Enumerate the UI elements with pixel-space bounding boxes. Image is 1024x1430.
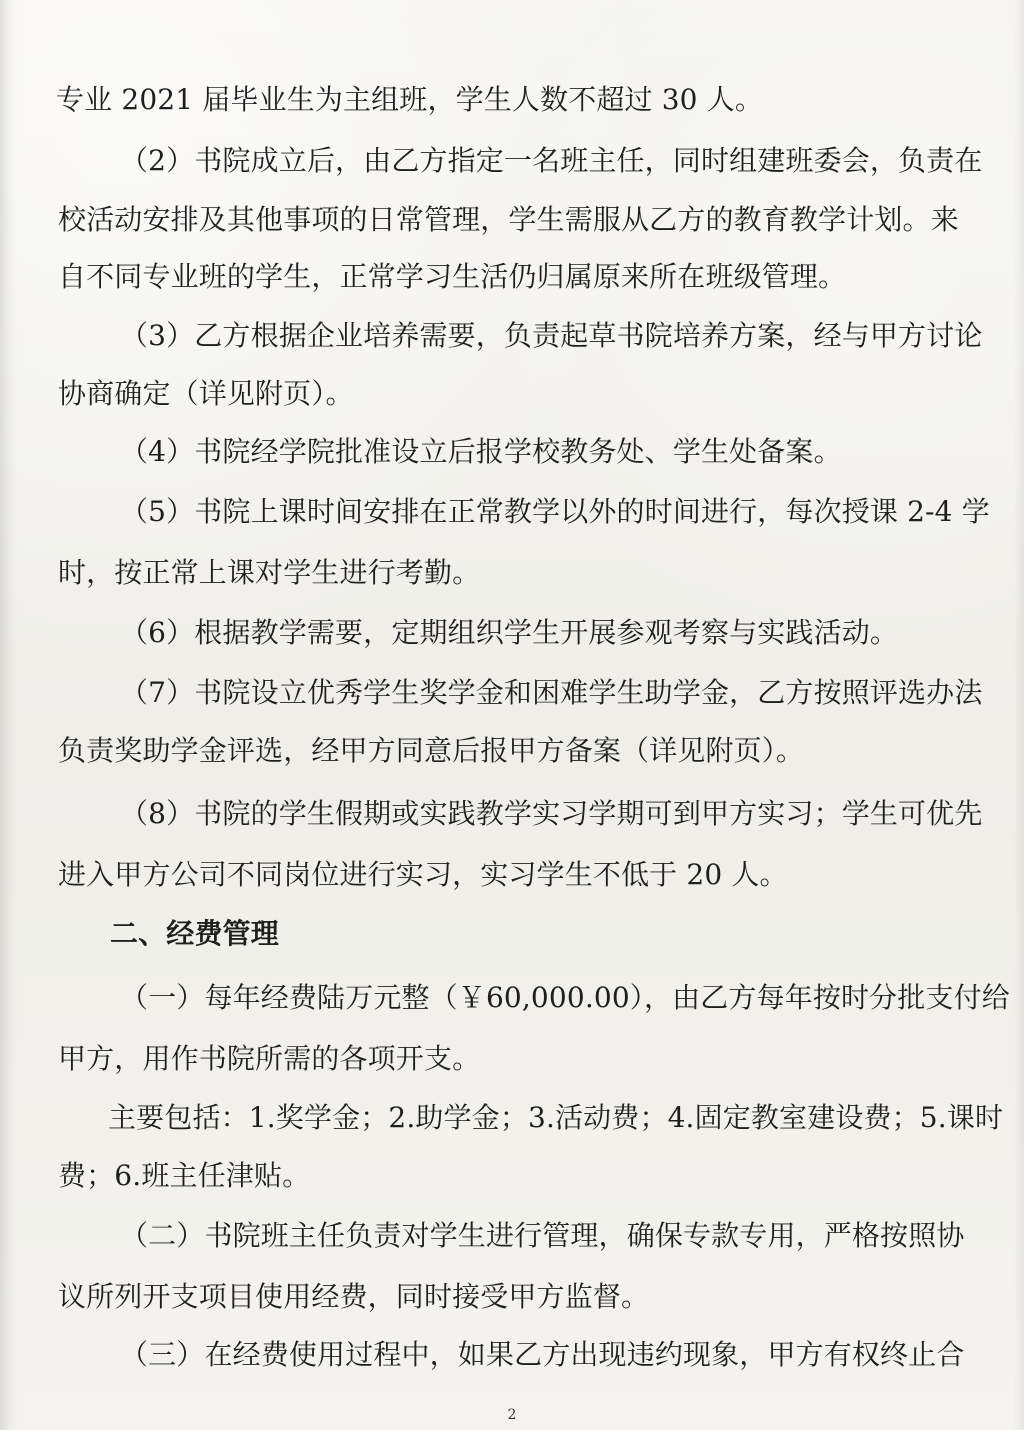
document-line-15: （一）每年经费陆万元整（￥60,000.00），由乙方每年按时分批支付给 xyxy=(120,981,1010,1014)
section-heading: 二、经费管理 xyxy=(110,917,279,950)
document-line-18: 费；6.班主任津贴。 xyxy=(58,1159,311,1192)
document-line-14: 进入甲方公司不同岗位进行实习，实习学生不低于 20 人。 xyxy=(58,858,788,891)
document-line-21: （三）在经费使用过程中，如果乙方出现违约现象，甲方有权终止合 xyxy=(120,1338,965,1371)
document-line-5: （3）乙方根据企业培养需要，负责起草书院培养方案，经与甲方讨论 xyxy=(120,319,983,352)
document-line-3: 校活动安排及其他事项的日常管理，学生需服从乙方的教育教学计划。来 xyxy=(58,203,959,236)
document-line-9: 时，按正常上课对学生进行考勤。 xyxy=(58,556,481,589)
document-line-1: 专业 2021 届毕业生为主组班，学生人数不超过 30 人。 xyxy=(56,83,763,116)
document-line-16: 甲方，用作书院所需的各项开支。 xyxy=(58,1042,481,1075)
document-line-2: （2）书院成立后，由乙方指定一名班主任，同时组建班委会，负责在 xyxy=(120,144,983,177)
document-line-4: 自不同专业班的学生，正常学习生活仍归属原来所在班级管理。 xyxy=(58,260,847,293)
page-left-shadow xyxy=(0,0,18,1430)
document-line-8: （5）书院上课时间安排在正常教学以外的时间进行，每次授课 2-4 学 xyxy=(120,495,990,528)
document-line-10: （6）根据教学需要，定期组织学生开展参观考察与实践活动。 xyxy=(120,616,899,649)
document-line-7: （4）书院经学院批准设立后报学校教务处、学生处备案。 xyxy=(120,435,842,468)
document-line-12: 负责奖助学金评选，经甲方同意后报甲方备案（详见附页）。 xyxy=(58,734,805,767)
page-right-shadow xyxy=(1014,0,1024,1430)
document-line-19: （二）书院班主任负责对学生进行管理，确保专款专用，严格按照协 xyxy=(120,1219,965,1252)
document-line-11: （7）书院设立优秀学生奖学金和困难学生助学金，乙方按照评选办法 xyxy=(120,676,983,709)
document-line-20: 议所列开支项目使用经费，同时接受甲方监督。 xyxy=(58,1280,650,1313)
document-line-17: 主要包括：1.奖学金；2.助学金；3.活动费；4.固定教室建设费；5.课时 xyxy=(108,1101,1004,1134)
document-line-6: 协商确定（详见附页）。 xyxy=(58,377,354,410)
page-number: 2 xyxy=(507,1407,517,1423)
document-line-13: （8）书院的学生假期或实践教学实习学期可到甲方实习；学生可优先 xyxy=(120,797,983,830)
